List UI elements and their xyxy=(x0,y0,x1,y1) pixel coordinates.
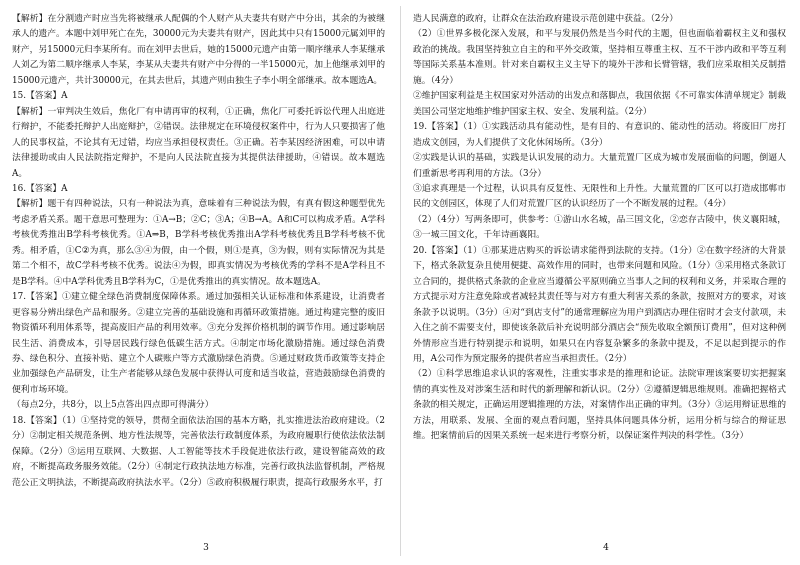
left-page-column xyxy=(12,12,385,530)
paragraph-q15-answer: 15.【答案】A xyxy=(12,91,68,102)
paragraph-q15-analysis: 【解析】一审判决生效后，焦化厂有申请再审的权利，①正确，焦化厂可委托诉讼代理人出庭进行辩护，不能委托辩护人出庭辩护，②错误。法律规定在环境侵权案件中，行为人只要损害了他人的民事权益，不论其有无过错，均应当承担侵权责任。③正确。若李某因经济困难，可以申请法律援助或由人民法院指定辩护，不是向人民法院直接为其提供法律援助，④错误。故本题选A。 xyxy=(12,106,385,179)
paragraph-q19-point2: ②实践是认识的基础，实践是认识发展的动力。大量荒置厂区成为城市发展面临的问题，倒逼人们重新思考再利用的方法。（3分） xyxy=(413,153,786,179)
paragraph-q19-part2: （2）（4分）写两条即可，供参考：①游山水名城，品三国文化，②恋存古陵中，侠义襄阳城，③一城三国文化，千年诗画襄阳。 xyxy=(413,214,786,241)
paragraph-q16-answer: 16.【答案】A xyxy=(12,183,68,194)
paragraph-q19-answer: 19.【答案】（1）①实践活动具有能动性，是有目的、有意识的、能动性的活动。将废旧厂房打造成文创园，为人们提供了文化休闲场所。（3分） xyxy=(413,122,786,148)
paragraph-q18-answer: 18.【答案】（1）①坚持党的领导，贯彻全面依法治国的基本方略，扎实推进法治政府建设。（2分）②制定相关规范条例、地方性法规等，完善依法行政制度体系，为政府履职行使依法依法制保障。（2分）③运用互联网、大数据、人工智能等技术手段促进依法行政，建设智能高效的政府，不断提高政务服务效能。（2分）④制定行政执法地方标准，完善行政执法监督机制，严格规范公正文明执法，不断提高政府执法水平。（2分）⑤政府积极履行职责，提高行政服务水平，打 xyxy=(12,415,385,488)
page-gutter-divider xyxy=(400,6,401,556)
paragraph-q20-answer: 20.【答案】（1）①那某进店购买的诉讼请求能得到法院的支持。（1分）②在数字经济的大背景下，格式条款复杂且使用便捷、高效作用的同时，也带来问题和风险。（1分）③采用格式条款订立合同的，提供格式条款的企业应当遵循公平原则确立当事人之间的权利和义务，并采取合理的方式提示对方注意免除或者减轻其责任等与对方有重大利害关系的条款，按照对方的要求，对该条款予以说明。（3分）④对“到店支付”的通常理解应为用户到酒店办理住宿时才会支付款项，未入住之前不需要支付，即使该条款后补充说明部分酒店会“预先收取全额预订费用”，但对这种例外情形应当进行特别提示和说明，如果只在内容复杂繁多的条款中提及，不足以起到提示的作用，A公司作为预定服务的提供者应当承担责任。（2分） xyxy=(413,245,786,364)
paragraph-q18-continued: 造人民满意的政府，让群众在法治政府建设示范创建中获益。（2分） xyxy=(413,14,679,24)
paragraph-q17-scoring-note: （每点2分，共8分，以上5点答出四点即可得满分） xyxy=(12,400,214,411)
paragraph-q18-part2-point2: ②维护国家利益是主权国家对外活动的出发点和落脚点，我国依据《不可靠实体清单规定》制裁美国公司坚定地维护维护国家主权、安全、发展利益。（2分） xyxy=(413,91,786,117)
paragraph-q18-part2: （2）①世界多极化深入发展，和平与发展仍然是当今时代的主题，但也面临着霸权主义和强权政治的挑战。我国坚持独立自主的和平外交政策，坚持相互尊重主权、互不干涉内政和平等互利等国际关系基本准则。针对来自霸权主义主导下的境外干涉和长臂管辖，我们应采取相关反制措施。（4分） xyxy=(413,29,786,86)
page-number-right: 4 xyxy=(603,543,609,553)
paragraph-q16-analysis: 【解析】题干有四种说法，只有一种说法为真，意味着有三种说法为假，有真有假这种题型优先考虑矛盾关系。题干意思可整理为：①A→B；②C；③A；④B→A。A和C可以构成矛盾。A学科考核优秀推出B学科考核优秀。①A⇒B，B学科考核优秀推出A学科考核优秀且B学科考核不优秀。相矛盾，①C②为真，那么③④为假，由一个假，则①是真，③为假，则有实际情况为其是第二个相不，故C学科考核不优秀。说法④为假，即真实情况为考核优秀的学科不是A学科且不是B学科。④中A学科优秀且B学科为C，①是优秀推出的真实情况。故本题选A。 xyxy=(12,199,385,287)
paragraph-q19-point3: ③追求真理是一个过程，认识具有反复性、无限性和上升性。大量荒置的厂区可以打造成邯郸市民的文创园区，体现了人们对荒置厂区的认识经历了一个不断发展的过程。（4分） xyxy=(413,183,786,210)
page-number-left: 3 xyxy=(203,543,209,553)
paragraph-q17-answer: 17.【答案】①建立健全绿色消费制度保障体系。通过加强相关认证标准和体系建设，让消费者更容易分辨出绿色产品和服务。②建立完善的基础设施和再循环政策措施。通过构建完整的废旧物资循环利用体系等，提高废旧产品的利用效率。③充分发挥价格机制的调节作用。通过影响居民生活、消费成本，引导居民践行绿色低碳生活方式。④制定市场化激励措施。通过绿色消费券、绿色积分、直接补贴、建立个人碳账户等方式激励绿色消费。⑤通过财政货币政策等支持企业加强绿色产品研发，让生产者能够从绿色发展中获得认可度和适当收益，营造鼓励绿色消费的便利市场环境。 xyxy=(12,292,385,395)
paragraph-q14-analysis: 【解析】在分割遗产时应当先将被继承人配偶的个人财产从夫妻共有财产中分出，其余的为被继承人的遗产。本题中刘甲死亡在先，30000元为夫妻共有财产，因此其中只有15000元属刘甲的财产，另15000元归李某所有。而在刘甲去世后，她的15000元遗产由第一顺序继承人李某继承人刘乙为第二顺序继承人李某，李某从夫妻共有财产中分得的一半15000元，加上他继承刘甲的15000元遗产，共计30000元，在其去世后，其遗产则由独生子李小明全部继承。故本题选A。 xyxy=(12,14,385,86)
right-page-column xyxy=(413,12,786,530)
paragraph-q20-part2: （2）①科学思维追求认识的客观性，注重实事求是的推理和论证。法院审理该案要切实把握案情的真实性及对涉案生活和时代的新理解和新认识。（2分）②遵循逻辑思维规则。准确把握格式条款的相关规定，正确运用逻辑推理的方法，对案情作出正确的审判。（3分）③运用辩证思维的方法，用联系、发展、全面的观点看问题，坚持具体问题具体分析，运用分析与综合的辩证思维。把案情前后的因果关系统一起来进行考察分析，以保证案件判决的科学性。（3分） xyxy=(413,369,786,442)
